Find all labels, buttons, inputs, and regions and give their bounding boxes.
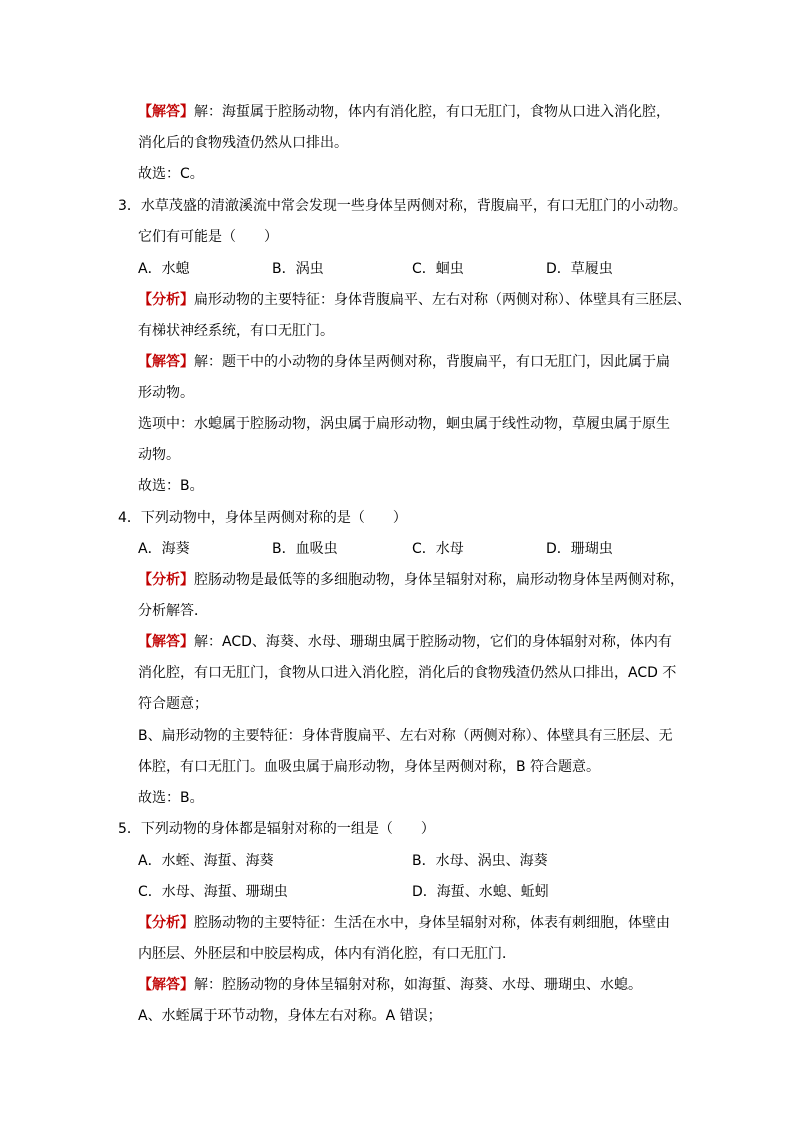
q4-option-c: C．水母 — [412, 541, 464, 557]
answer-text: 解：题干中的小动物的身体呈两侧对称，背腹扁平，有口无肛门，因此属于扁 — [194, 354, 670, 370]
q4-analysis-line-2: 分析解答． — [138, 603, 208, 619]
q2-answer-line-2: 消化后的食物残渣仍然从口排出。 — [138, 135, 348, 151]
q3-stem-line-1: 3．水草茂盛的清澈溪流中常会发现一些身体呈两侧对称，背腹扁平，有口无肛门的小动物。 — [118, 198, 687, 214]
answer-text: 解：ACD、海葵、水母、珊瑚虫属于腔肠动物，它们的身体辐射对称，体内有 — [194, 634, 672, 650]
analysis-text: 扁形动物的主要特征：身体背腹扁平、左右对称（两侧对称）、体壁具有三胚层、 — [194, 292, 691, 308]
q5-option-c: C．水母、海蜇、珊瑚虫 — [138, 884, 288, 900]
q2-choice: 故选：C。 — [138, 166, 204, 182]
q5-answer-line-2: A、水蛭属于环节动物，身体左右对称。A 错误； — [138, 1008, 442, 1024]
q5-option-a: A．水蛭、海蜇、海葵 — [138, 853, 274, 869]
q3-answer-line-1 — [138, 352, 670, 372]
q4-answer-line-3: 符合题意； — [138, 696, 208, 712]
q3-choice: 故选：B。 — [138, 478, 204, 494]
answer-tag: 【解答】 — [138, 634, 194, 650]
q4-answer-line-2: 消化腔，有口无肛门，食物从口进入消化腔，消化后的食物残渣仍然从口排出，ACD 不 — [138, 665, 677, 681]
q3-option-b: B．涡虫 — [272, 261, 324, 277]
q3-answer-line-4: 动物。 — [138, 447, 180, 463]
q3-option-a: A．水螅 — [138, 261, 190, 277]
q5-option-b: B．水母、涡虫、海葵 — [412, 853, 548, 869]
q5-stem-line-1: 5．下列动物的身体都是辐射对称的一组是（ ） — [118, 821, 435, 837]
q5-analysis-line-2: 内胚层、外胚层和中胶层构成，体内有消化腔，有口无肛门． — [138, 946, 516, 962]
q4-answer-line-4: B、扁形动物的主要特征：身体背腹扁平、左右对称（两侧对称）、体壁具有三胚层、无 — [138, 728, 673, 744]
analysis-tag: 【分析】 — [138, 292, 194, 308]
q3-analysis-line-2: 有梯状神经系统，有口无肛门。 — [138, 323, 334, 339]
q4-option-d: D．珊瑚虫 — [546, 541, 613, 557]
q3-answer-line-3: 选项中：水螅属于腔肠动物，涡虫属于扁形动物，蛔虫属于线性动物，草履虫属于原生 — [138, 416, 670, 432]
q4-option-b: B．血吸虫 — [272, 541, 338, 557]
analysis-tag: 【分析】 — [138, 915, 194, 931]
q4-choice: 故选：B。 — [138, 790, 204, 806]
q4-option-a: A．海葵 — [138, 541, 190, 557]
q5-option-d: D．海蜇、水螅、蚯蚓 — [412, 884, 549, 900]
q3-option-c: C．蛔虫 — [412, 261, 464, 277]
q3-option-d: D．草履虫 — [546, 261, 613, 277]
answer-text: 解：腔肠动物的身体呈辐射对称，如海蜇、海葵、水母、珊瑚虫、水螅。 — [194, 977, 642, 993]
q4-analysis-line-1 — [138, 570, 684, 590]
q5-answer-line-1 — [138, 975, 642, 995]
answer-tag: 【解答】 — [138, 977, 194, 993]
analysis-text: 腔肠动物是最低等的多细胞动物，身体呈辐射对称，扁形动物身体呈两侧对称， — [194, 572, 684, 588]
q4-answer-line-5: 体腔，有口无肛门。血吸虫属于扁形动物，身体呈两侧对称，B 符合题意。 — [138, 759, 601, 775]
answer-text: 解：海蜇属于腔肠动物，体内有消化腔，有口无肛门，食物从口进入消化腔， — [194, 104, 670, 120]
analysis-text: 腔肠动物的主要特征：生活在水中，身体呈辐射对称，体表有刺细胞，体壁由 — [194, 915, 670, 931]
q5-analysis-line-1 — [138, 913, 670, 933]
answer-tag: 【解答】 — [138, 104, 194, 120]
answer-tag: 【解答】 — [138, 354, 194, 370]
q4-answer-line-1 — [138, 632, 672, 652]
q3-stem-line-2: 它们有可能是（ ） — [138, 229, 278, 245]
q4-stem-line-1: 4．下列动物中，身体呈两侧对称的是（ ） — [118, 510, 407, 526]
q2-answer-line-1 — [138, 102, 670, 122]
analysis-tag: 【分析】 — [138, 572, 194, 588]
q3-answer-line-2: 形动物。 — [138, 385, 194, 401]
q3-analysis-line-1 — [138, 290, 691, 310]
